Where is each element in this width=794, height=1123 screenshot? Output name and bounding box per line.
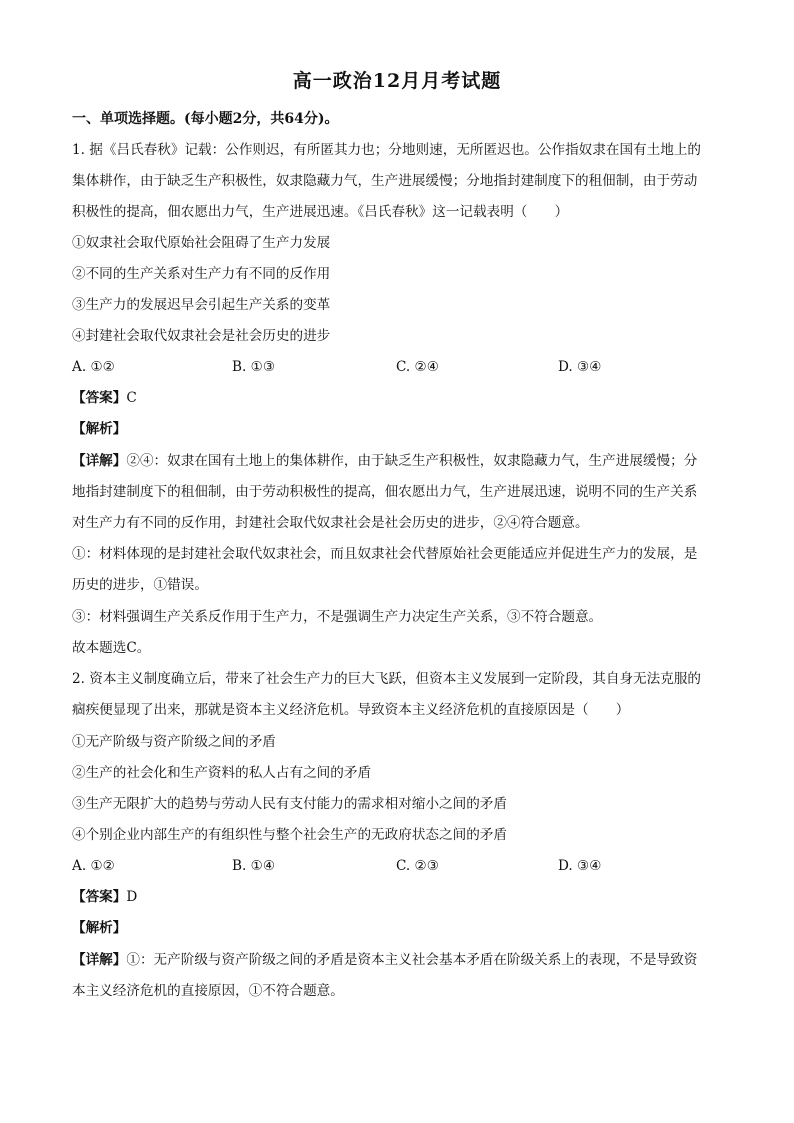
- q2-statement: ④个别企业内部生产的有组织性与整个社会生产的无政府状态之间的矛盾: [72, 827, 507, 843]
- q2-stem-line: 2. 资本主义制度确立后，带来了社会生产力的巨大飞跃，但资本主义发展到一定阶段，其自身无法克服的: [72, 671, 702, 687]
- section-heading: 一、单项选择题。(每小题2分，共64分)。: [72, 111, 339, 127]
- detail-tag: 【详解】: [72, 952, 127, 968]
- analysis-tag: 【解析】: [72, 421, 127, 437]
- q2-option-a: A. ①②: [72, 858, 115, 874]
- q2-option-d: D. ③④: [558, 858, 602, 874]
- q2-option-b: B. ①④: [232, 858, 276, 874]
- q1-option-d: D. ③④: [558, 359, 602, 375]
- answer-value: C: [126, 390, 137, 406]
- q1-detail-line: ③：材料强调生产关系反作用于生产力，不是强调生产力决定生产关系，③不符合题意。: [72, 609, 603, 625]
- q1-analysis-tag: [72, 419, 724, 439]
- q1-option-b: B. ①③: [232, 359, 276, 375]
- q1-detail-line: 故本题选C。: [72, 640, 151, 656]
- q2-analysis-tag: [72, 918, 724, 938]
- q2-statement: ③生产无限扩大的趋势与劳动人民有支付能力的需求相对缩小之间的矛盾: [72, 796, 507, 812]
- q2-detail-line: 本主义经济危机的直接原因，①不符合题意。: [72, 983, 344, 999]
- q2-detail-line: [72, 950, 724, 970]
- q1-statement: ①奴隶社会取代原始社会阻碍了生产力发展: [72, 235, 331, 251]
- q2-answer: [72, 887, 724, 907]
- q1-stem-line: 1. 据《吕氏春秋》记载：公作则迟，有所匿其力也；分地则速，无所匿迟也。公作指奴隶在国有土地上的: [72, 142, 702, 158]
- analysis-tag: 【解析】: [72, 920, 127, 936]
- detail-tag: 【详解】: [72, 453, 127, 469]
- q1-stem-line: 积极性的提高，佃农愿出力气，生产进展迅速。《吕氏春秋》这一记载表明（ ）: [72, 204, 569, 220]
- q2-statement: ②生产的社会化和生产资料的私人占有之间的矛盾: [72, 765, 372, 781]
- q1-option-a: A. ①②: [72, 359, 115, 375]
- q1-statement: ③生产力的发展迟早会引起生产关系的变革: [72, 297, 331, 313]
- answer-tag: 【答案】: [72, 889, 127, 905]
- q2-statement: ①无产阶级与资产阶级之间的矛盾: [72, 734, 276, 750]
- q2-option-c: C. ②③: [396, 858, 439, 874]
- q1-option-c: C. ②④: [396, 359, 439, 375]
- q1-statement: ②不同的生产关系对生产力有不同的反作用: [72, 266, 331, 282]
- detail-text: ①：无产阶级与资产阶级之间的矛盾是资本主义社会基本矛盾在阶级关系上的表现，不是导致资: [126, 952, 698, 968]
- q2-stem-line: 痼疾便显现了出来，那就是资本主义经济危机。导致资本主义经济危机的直接原因是（ ）: [72, 702, 630, 718]
- q1-statement: ④封建社会取代奴隶社会是社会历史的进步: [72, 328, 331, 344]
- q1-detail-line: [72, 451, 724, 471]
- q1-detail-line: 地指封建制度下的租佃制，由于劳动积极性的提高，佃农愿出力气，生产进展迅速，说明不同的生产关系: [72, 484, 698, 500]
- q1-detail-line: 历史的进步，①错误。: [72, 577, 208, 593]
- q1-detail-line: ①：材料体现的是封建社会取代奴隶社会，而且奴隶社会代替原始社会更能适应并促进生产力的发展，是: [72, 546, 698, 562]
- page-title: 高一政治12月月考试题: [292, 70, 502, 92]
- q1-detail-line: 对生产力有不同的反作用，封建社会取代奴隶社会是社会历史的进步，②④符合题意。: [72, 515, 589, 531]
- detail-text: ②④：奴隶在国有土地上的集体耕作，由于缺乏生产积极性，奴隶隐藏力气，生产进展缓慢；分: [126, 453, 698, 469]
- answer-tag: 【答案】: [72, 390, 127, 406]
- answer-value: D: [126, 889, 138, 905]
- q1-stem-line: 集体耕作，由于缺乏生产积极性，奴隶隐藏力气，生产进展缓慢；分地指封建制度下的租佃制，由于劳动: [72, 173, 698, 189]
- q1-answer: [72, 388, 724, 408]
